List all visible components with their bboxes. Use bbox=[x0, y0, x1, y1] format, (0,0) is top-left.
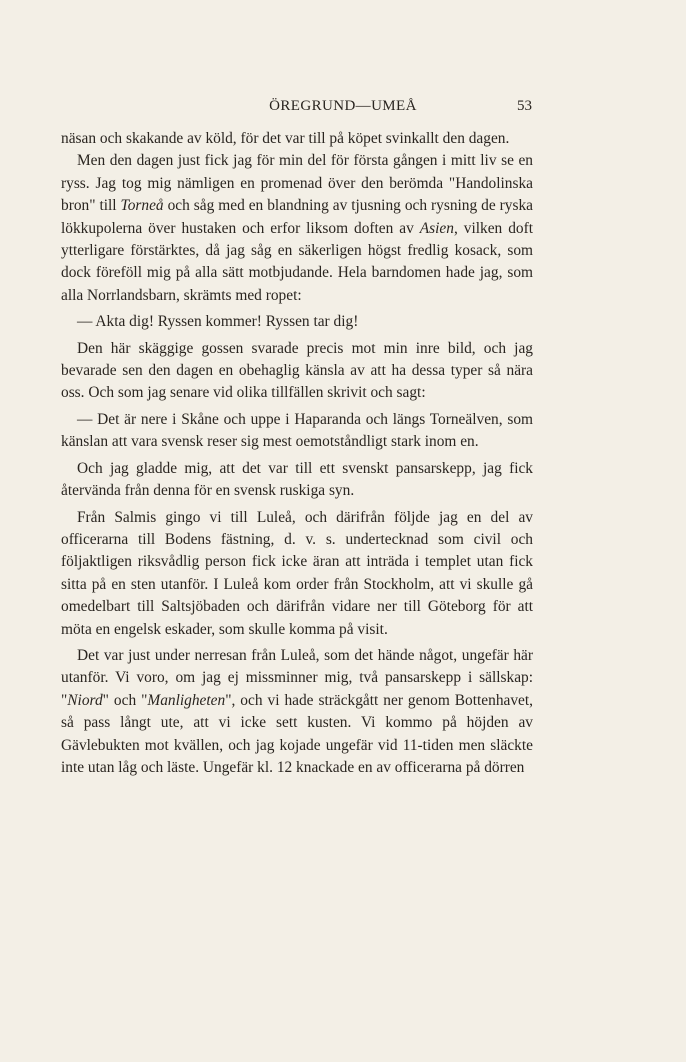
page-number: 53 bbox=[517, 98, 532, 114]
dialogue-line bbox=[61, 311, 533, 333]
paragraph bbox=[61, 338, 533, 405]
text-run: — Det är nere i Skåne och uppe i Haparanda och längs Torneälven, som känslan att vara svensk reser sig mest oemotståndligt stark inom en. bbox=[61, 410, 533, 451]
paragraph bbox=[61, 507, 533, 641]
paragraph bbox=[61, 150, 533, 307]
text-run: , vilken doft ytterligare förstärktes, då jag såg en säkerligen högst fredlig kosack, som dock föreföll mig på alla sätt motbjudande. Hela barndomen hade jag, som alla Norrlandsbarn, skrämts med ropet: bbox=[61, 219, 533, 304]
dialogue-paragraph bbox=[61, 409, 533, 454]
italic-text: Torneå bbox=[120, 197, 164, 215]
text-run: ", och vi hade sträckgått ner genom Bottenhavet, så pass långt ute, att vi icke sett kusten. Vi kommo på höjden av Gävlebukten mot kvällen, och jag kojade ungefär vid 11-tiden men släckte inte utan låg och läste. Ungefär kl. 12 knackade en av officerarna på dörren bbox=[61, 691, 533, 776]
text-run: Det var just under nerresan från Luleå, som det hände något, ungefär här utanför. Vi voro, om jag ej missminner mig, två pansarskepp i sällskap: " bbox=[61, 646, 533, 709]
text-run: Den här skäggige gossen svarade precis mot min inre bild, och jag bevarade sen den dagen en obehaglig känsla av att ha dessa typer så nära oss. Och som jag senare vid olika tillfällen skrivit och sagt: bbox=[61, 339, 533, 402]
text-run: " och " bbox=[102, 691, 148, 709]
running-head: ÖREGRUND—UMEÅ bbox=[269, 98, 417, 114]
text-run: Men den dagen just fick jag för min del för första gången i mitt liv se en ryss. Jag tog mig nämligen en promenad över den berömda "Handolinska bron" till bbox=[61, 152, 533, 215]
italic-text: Manligheten bbox=[147, 691, 226, 709]
paragraph bbox=[61, 645, 533, 779]
body-text bbox=[61, 128, 533, 779]
italic-text: Asien bbox=[419, 219, 454, 237]
text-run: — Akta dig! Ryssen kommer! Ryssen tar dig! bbox=[77, 313, 359, 331]
paragraph bbox=[61, 458, 533, 503]
text-run: näsan och skakande av köld, för det var till på köpet svinkallt den dagen. bbox=[61, 130, 510, 147]
page-header bbox=[0, 98, 686, 120]
text-run: Från Salmis gingo vi till Luleå, och därifrån följde jag en del av officerarna till Bodens fästning, d. v. s. undertecknad som civil och följaktligen riksvådlig person fick icke äran att inträda i templet utan fick sitta på en sten utanför. I Luleå kom order från Stockholm, att vi skulle gå omedelbart till Saltsjöbaden och därifrån vidare ner till Göteborg för att möta en engelsk eskader, som skulle komma på visit. bbox=[61, 508, 533, 638]
paragraph bbox=[61, 128, 533, 150]
text-run: Och jag gladde mig, att det var till ett svenskt pansarskepp, jag fick återvända från denna för en svensk ruskiga syn. bbox=[61, 459, 533, 500]
text-run: och såg med en blandning av tjusning och rysning de ryska lökkupolerna över hustaken och erfor liksom doften av bbox=[61, 197, 533, 237]
italic-text: Niord bbox=[67, 691, 103, 709]
